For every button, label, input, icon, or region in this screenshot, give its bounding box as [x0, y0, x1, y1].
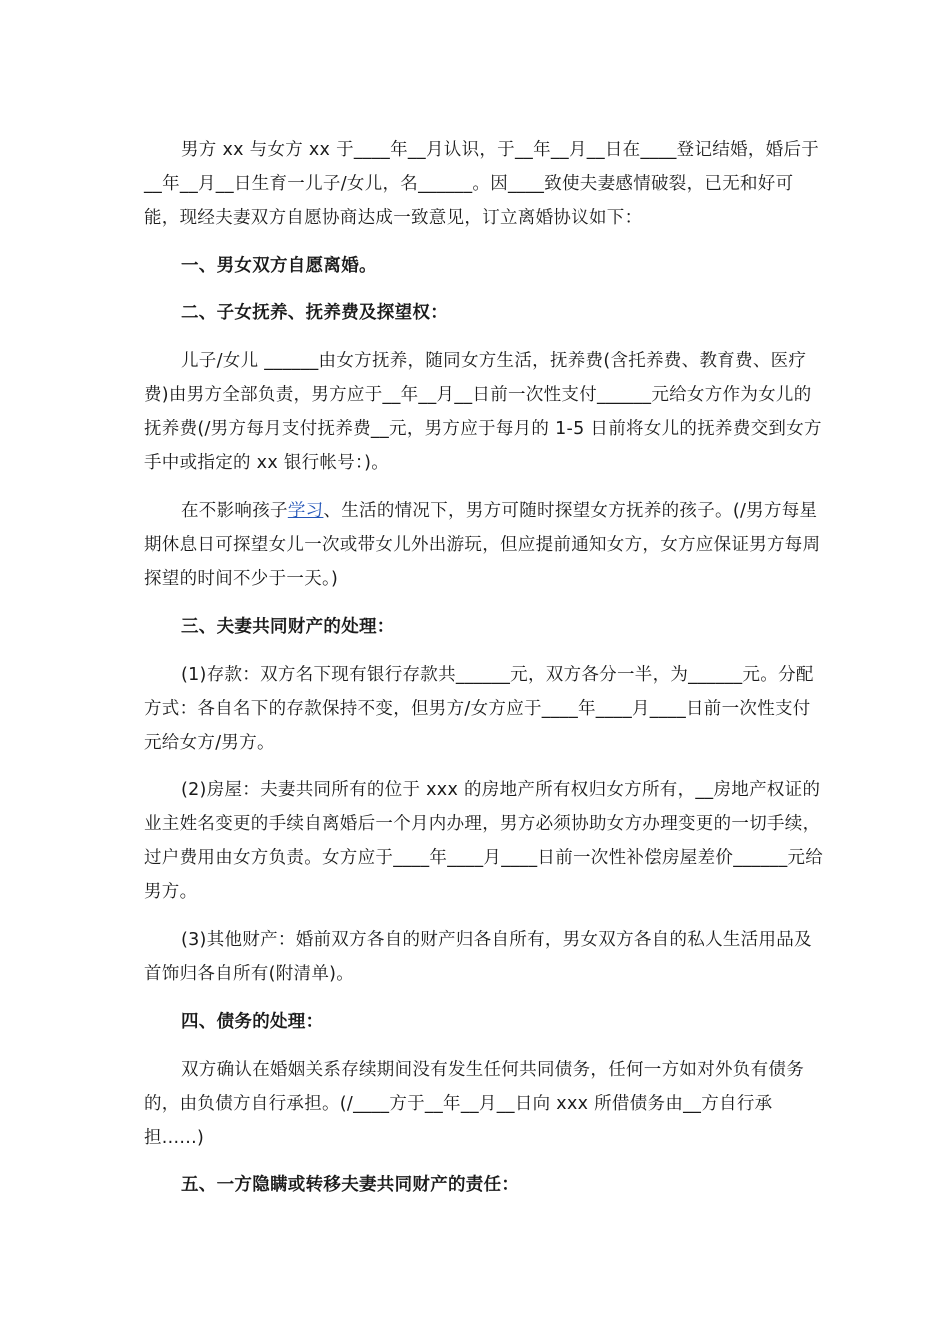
visitation-paragraph: [144, 494, 824, 596]
savings-paragraph: (1)存款：双方名下现有银行存款共______元，双方各分一半，为______元。分配方式：各自名下的存款保持不变，但男方/女方应于____年____月____日前一次性支付 元给女方/男方。: [144, 665, 814, 753]
intro-paragraph: 男方 xx 与女方 xx 于____年__月认识，于__年__月__日在____登记结婚，婚后于__年__月__日生育一儿子/女儿，名______。因____致使夫妻感情破裂，已无和好可能，现经夫妻双方自愿协商达成一致意见，订立离婚协议如下：: [144, 140, 820, 228]
heading-common-property: 三、夫妻共同财产的处理：: [181, 617, 395, 637]
heading-voluntary-divorce: 一、男女双方自愿离婚。: [181, 256, 377, 276]
study-link[interactable]: 学习: [287, 501, 324, 521]
heading-debts: 四、债务的处理：: [181, 1012, 324, 1032]
heading-concealment: 五、一方隐瞒或转移夫妻共同财产的责任：: [181, 1175, 520, 1195]
house-paragraph: (2)房屋：夫妻共同所有的位于 xxx 的房地产所有权归女方所有，__房地产权证的业主姓名变更的手续自离婚后一个月内办理，男方必须协助女方办理变更的一切手续，过户费用由女方负责。女方应于____年____月____日前一次性补偿房屋差价______元给男方。: [144, 780, 824, 902]
heading-child-custody: 二、子女抚养、抚养费及探望权：: [181, 303, 448, 323]
other-property-paragraph: (3)其他财产：婚前双方各自的财产归各自所有，男女双方各自的私人生活用品及首饰归各自所有(附清单)。: [144, 930, 812, 984]
visitation-text-end: 、生活的情况下，男方可随时探望女方抚养的孩子。(/男方每星期休息日可探望女儿一次或带女儿外出游玩，但应提前通知女方，女方应保证男方每周探望的时间不少于一天。): [144, 501, 821, 589]
child-support-paragraph: 儿子/女儿 ______由女方抚养，随同女方生活，抚养费(含托养费、教育费、医疗费)由男方全部负责，男方应于__年__月__日前一次性支付______元给女方作为女儿的抚养费(/男方每月支付抚养费__元，男方应于每月的 1-5 日前将女儿的抚养费交到女方手中或指定的 xx 银行帐号：)。: [144, 351, 822, 473]
debt-paragraph: 双方确认在婚姻关系存续期间没有发生任何共同债务，任何一方如对外负有债务的，由负债方自行承担。(/____方于__年__月__日向 xxx 所借债务由__方自行承担......): [144, 1060, 804, 1148]
visitation-text-start: 在不影响孩子: [181, 501, 288, 521]
